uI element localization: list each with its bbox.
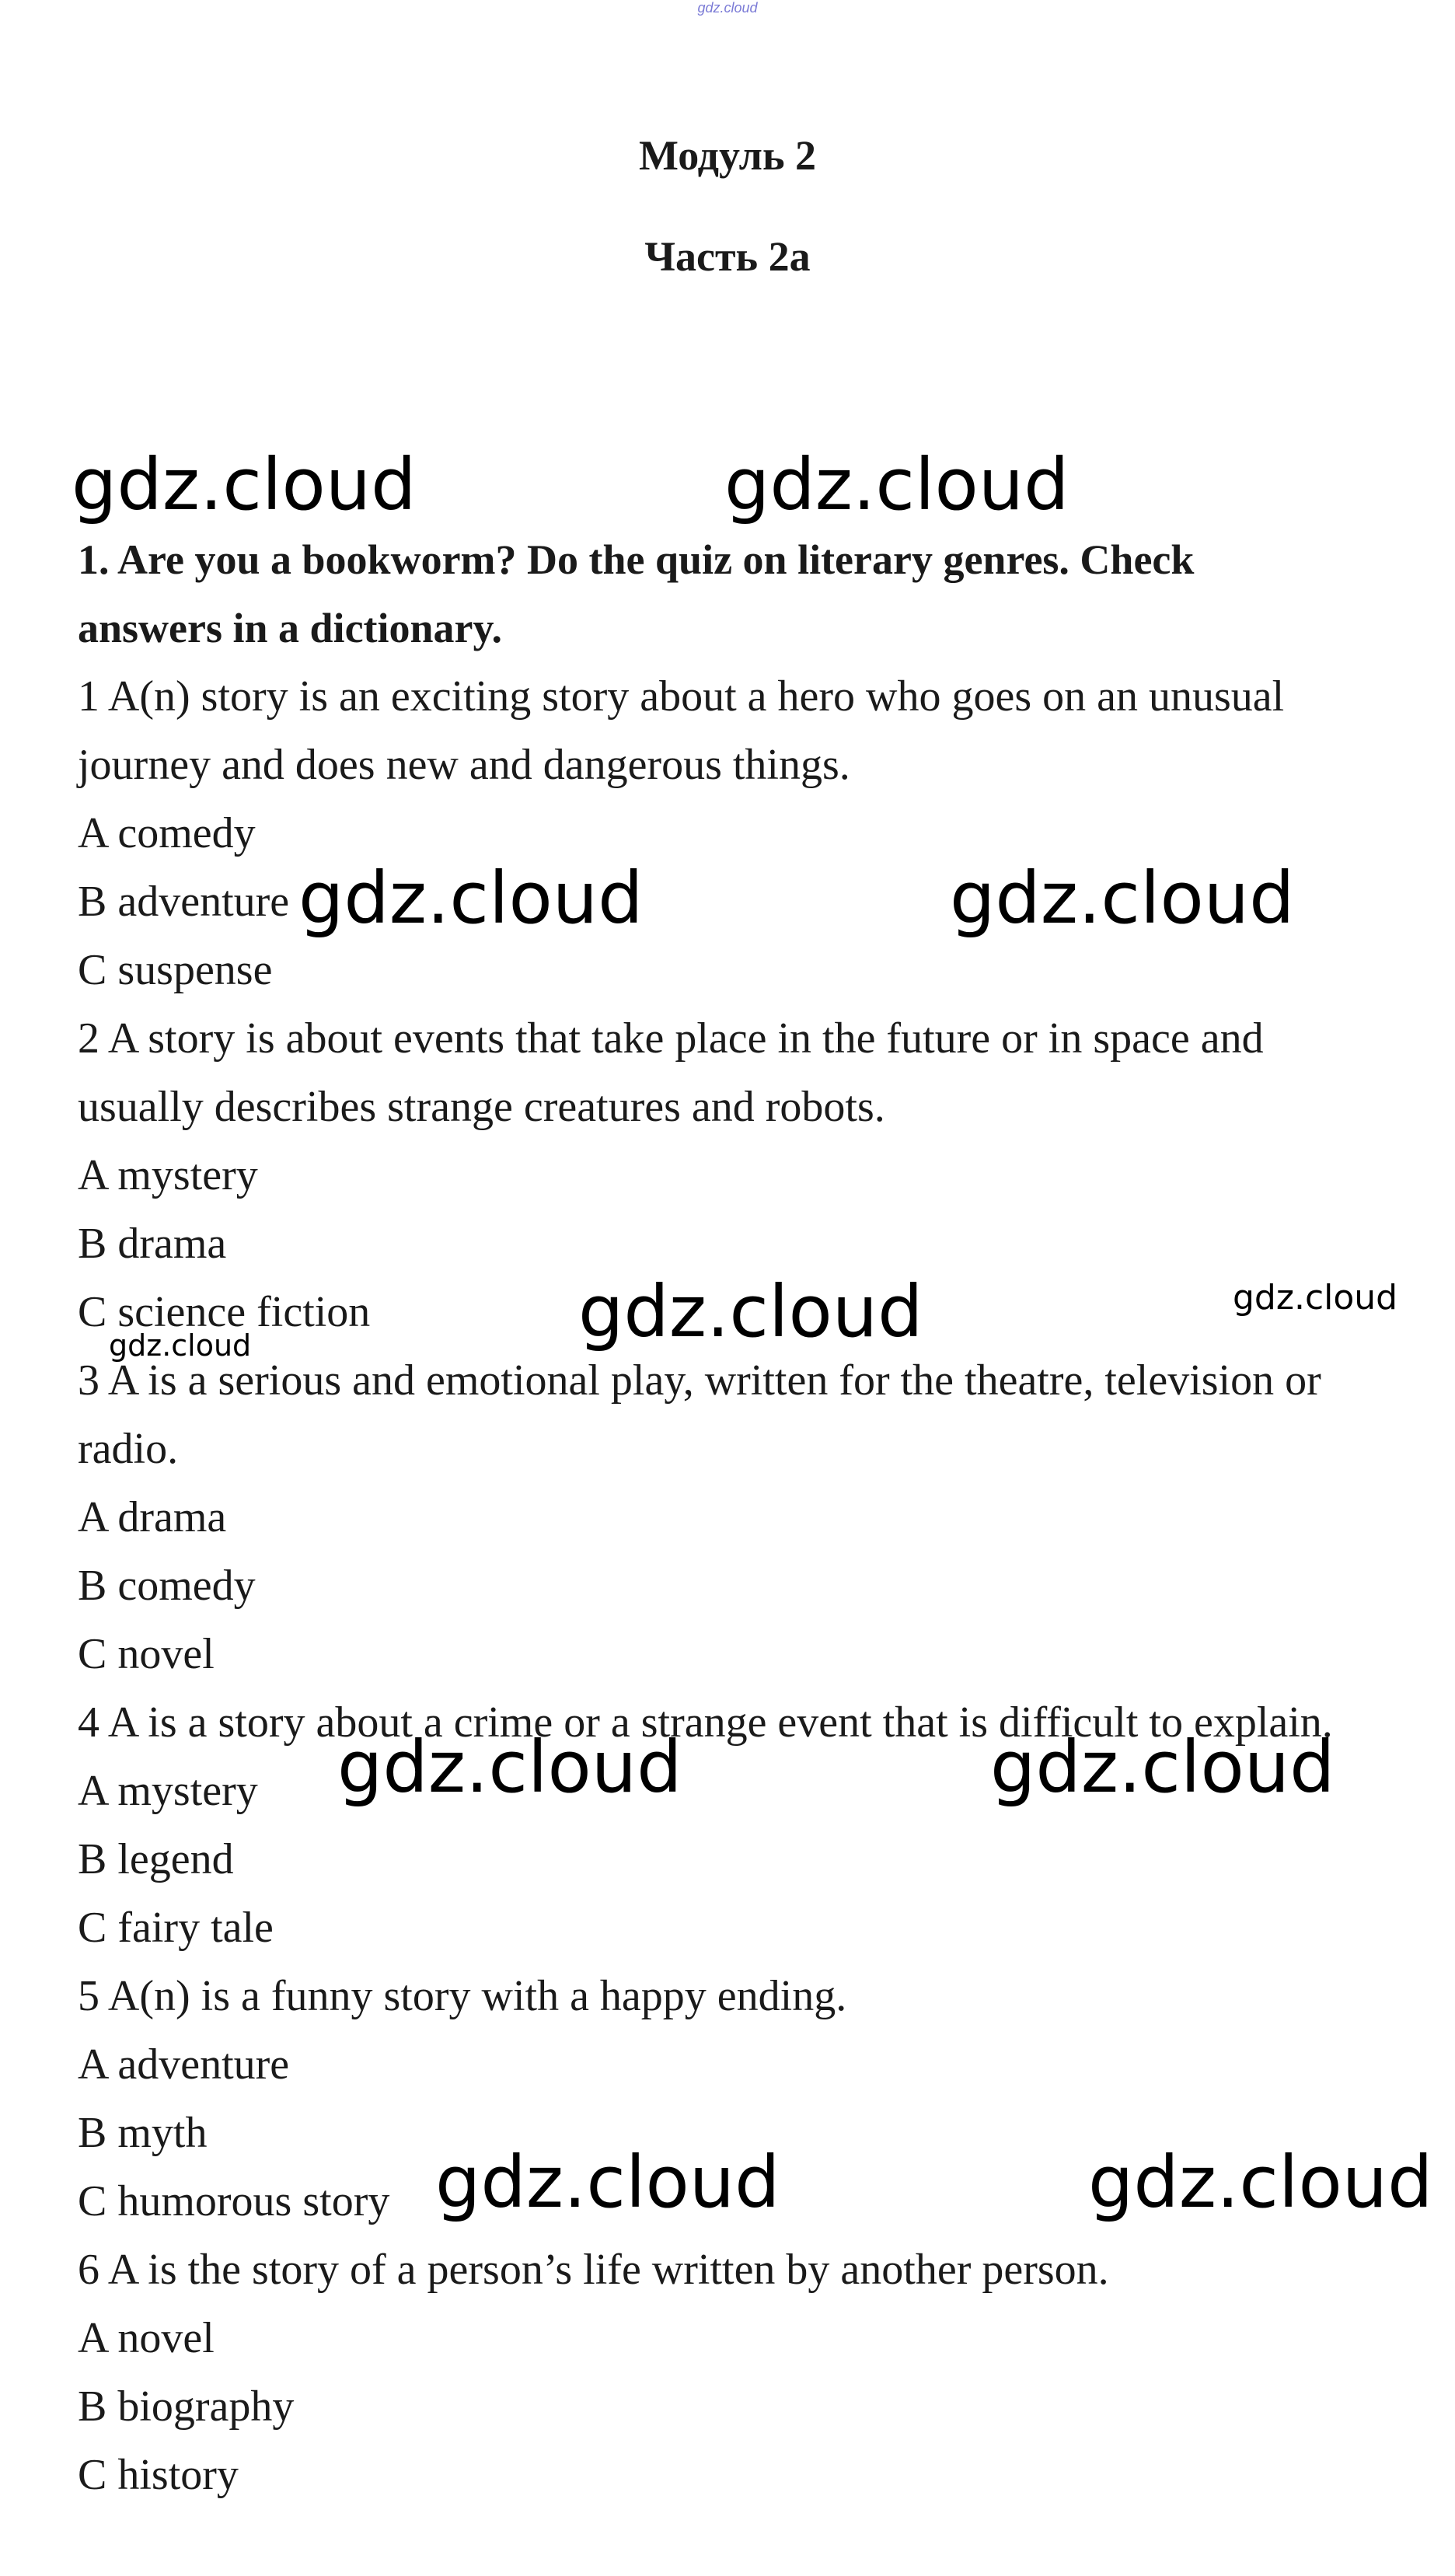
question-text: journey and does new and dangerous things. (78, 741, 850, 789)
question-text: 4 A is a story about a crime or a strange event that is difficult to explain. (78, 1698, 1333, 1747)
question-text: 6 A is the story of a person’s life written by another person. (78, 2246, 1109, 2294)
answer-option: B drama (78, 1220, 227, 1268)
question-text: 2 A story is about events that take place in the future or in space and (78, 1014, 1264, 1063)
watermark: gdz.cloud (109, 1328, 252, 1363)
watermark: gdz.cloud (724, 443, 1069, 526)
answer-option: A novel (78, 2314, 215, 2362)
answer-option: C history (78, 2451, 239, 2499)
answer-option: B adventure (78, 878, 290, 926)
answer-option: B comedy (78, 1562, 256, 1610)
watermark: gdz.cloud (298, 857, 644, 940)
page-title: Модуль 2 (638, 132, 817, 179)
task-instruction-line: answers in a dictionary. (78, 605, 503, 651)
answer-option: C fairy tale (78, 1904, 274, 1952)
task-instruction (78, 525, 1391, 662)
question-text: 3 A is a serious and emotional play, written for the theatre, television or (78, 1356, 1321, 1405)
question-text: usually describes strange creatures and robots. (78, 1083, 885, 1131)
answer-option: A mystery (78, 1767, 258, 1815)
task-instruction-line: 1. Are you a bookworm? Do the quiz on literary genres. Check (78, 536, 1195, 583)
watermark: gdz.cloud (1233, 1278, 1398, 1318)
page-subtitle: Часть 2а (644, 233, 811, 280)
watermark: gdz.cloud (990, 1726, 1335, 1809)
question-text: 1 A(n) story is an exciting story about a hero who goes on an unusual (78, 672, 1285, 721)
watermark: gdz.cloud (1088, 2141, 1433, 2224)
answer-option: A mystery (78, 1151, 258, 1199)
watermark: gdz.cloud (337, 1726, 682, 1809)
watermark: gdz.cloud (950, 857, 1295, 940)
answer-option: A comedy (78, 809, 256, 857)
watermark: gdz.cloud (72, 443, 417, 526)
question-text: radio. (78, 1425, 179, 1473)
top-watermark: gdz.cloud (697, 0, 758, 16)
answer-option: C science fiction (78, 1288, 371, 1336)
watermark: gdz.cloud (578, 1270, 923, 1353)
answer-option: B legend (78, 1835, 234, 1883)
answer-option: C suspense (78, 946, 273, 994)
answer-option: C humorous story (78, 2177, 390, 2225)
answer-option: C novel (78, 1630, 215, 1678)
answer-option: A adventure (78, 2040, 290, 2089)
watermark: gdz.cloud (435, 2141, 780, 2224)
answer-option: A drama (78, 1493, 227, 1541)
answer-option: B biography (78, 2382, 295, 2431)
question-text: 5 A(n) is a funny story with a happy ending. (78, 1972, 847, 2020)
answer-option: B myth (78, 2109, 208, 2157)
